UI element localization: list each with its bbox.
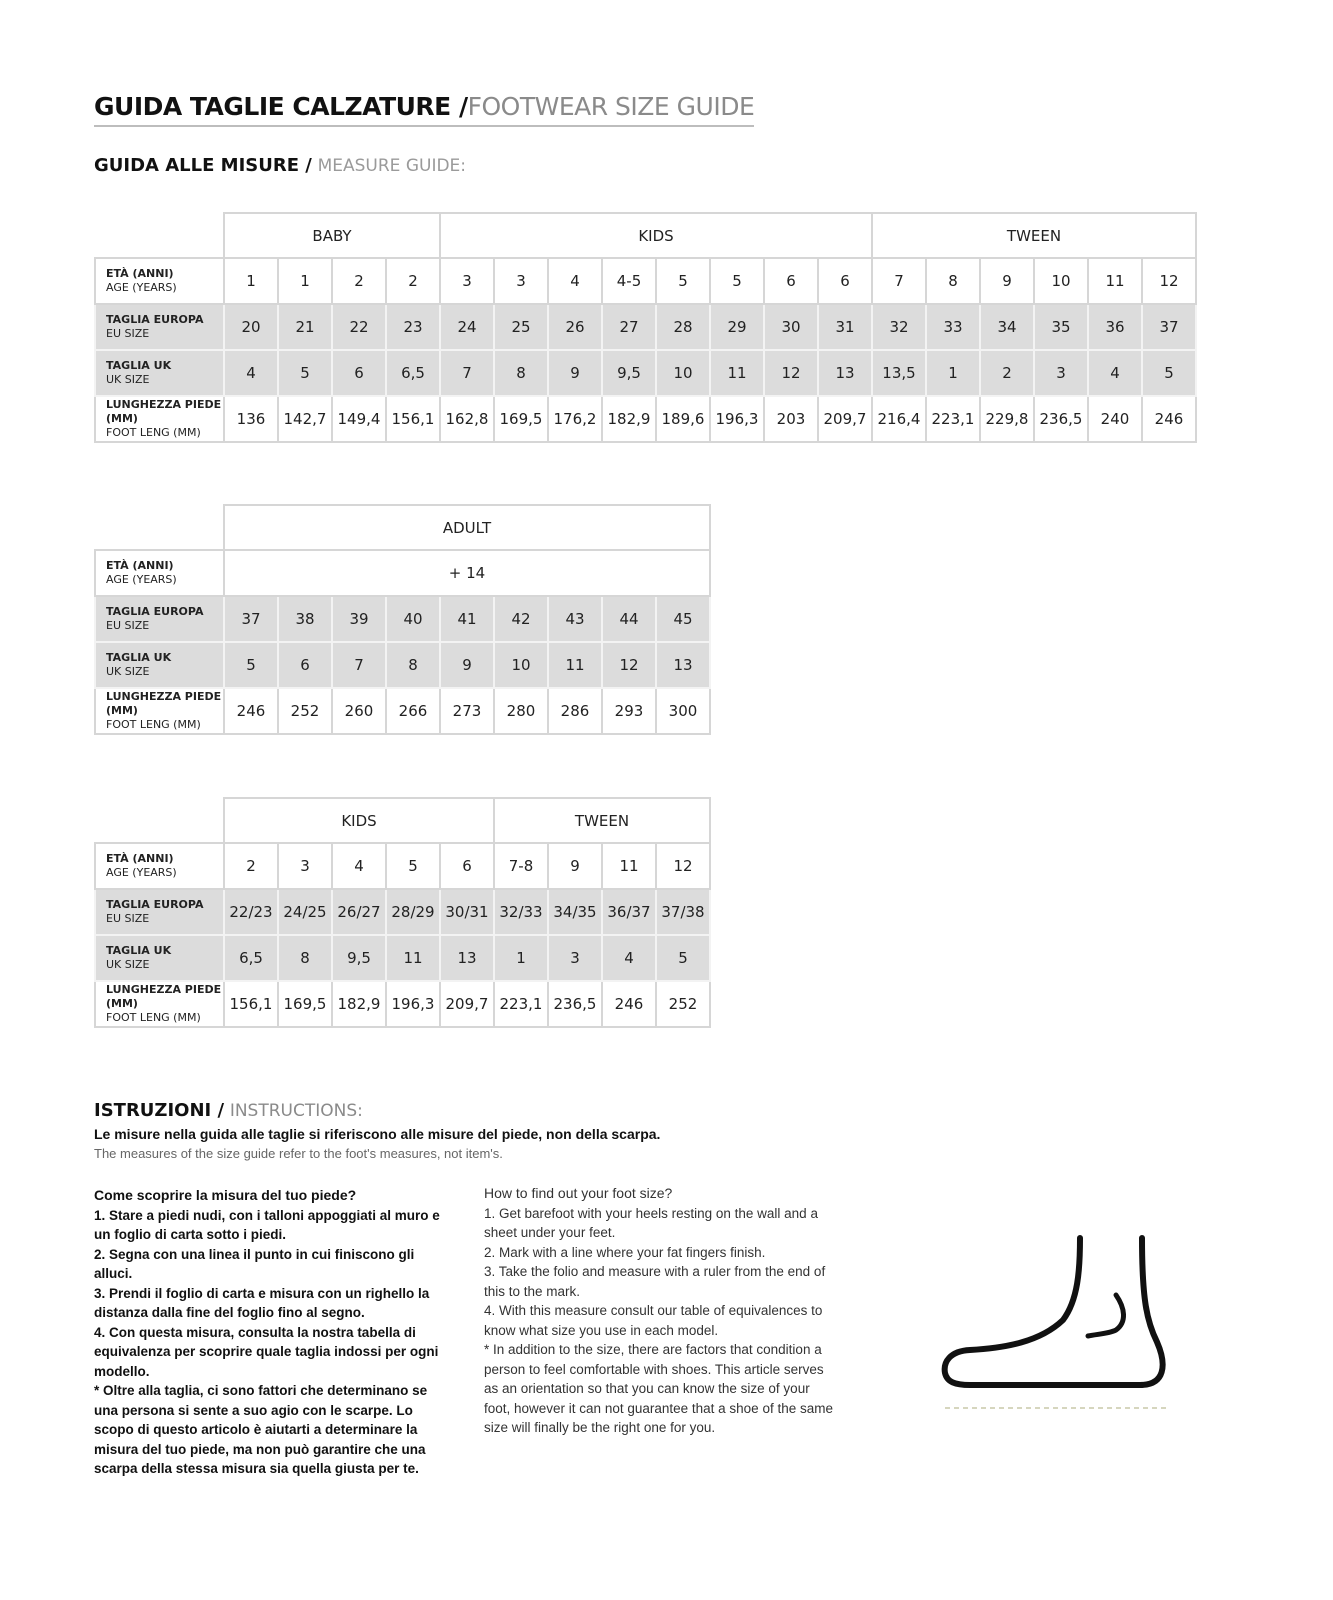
ankle-bone-line	[1088, 1295, 1124, 1336]
table-row-foot	[95, 396, 1196, 442]
table-cell: 280	[494, 688, 548, 734]
row-label-it: LUNGHEZZA PIEDE (MM)	[106, 398, 222, 425]
table-cell: 12	[1142, 258, 1196, 304]
table-cell: 7	[440, 350, 494, 396]
table-cell: 43	[548, 596, 602, 642]
table-cell: 236,5	[1034, 396, 1088, 442]
table-cell: 12	[764, 350, 818, 396]
instructions-heading: ISTRUZIONI / INSTRUCTIONS:	[94, 1100, 363, 1121]
table-cell: 41	[440, 596, 494, 642]
table-cell: 25	[494, 304, 548, 350]
size-table-adult	[94, 504, 711, 735]
table-cell: 22/23	[224, 889, 278, 935]
instruction-line: Come scoprire la misura del tuo piede?	[94, 1187, 357, 1203]
row-label-it: LUNGHEZZA PIEDE (MM)	[106, 690, 222, 717]
row-label-en: AGE (YEARS)	[106, 281, 177, 294]
row-label-it: ETÀ (ANNI)	[106, 559, 174, 572]
table-cell: 11	[548, 642, 602, 688]
instruction-line: 1. Get barefoot with your heels resting on the wall and a sheet under your feet.	[484, 1205, 818, 1240]
table-cell: 156,1	[224, 981, 278, 1027]
table-cell: 203	[764, 396, 818, 442]
table-cell: 37	[224, 596, 278, 642]
table-cell: 32	[872, 304, 926, 350]
foot-outline	[945, 1238, 1163, 1385]
table-cell: 246	[1142, 396, 1196, 442]
row-label-it: TAGLIA EUROPA	[106, 313, 204, 326]
table-row-foot	[95, 981, 710, 1027]
table-cell: 12	[656, 843, 710, 889]
table-cell: 45	[656, 596, 710, 642]
table-cell: 8	[494, 350, 548, 396]
table-cell: 40	[386, 596, 440, 642]
table-cell: 9,5	[602, 350, 656, 396]
row-label-it: TAGLIA EUROPA	[106, 605, 204, 618]
table-cell: 35	[1034, 304, 1088, 350]
table-cell: 182,9	[332, 981, 386, 1027]
row-label-en: EU SIZE	[106, 912, 150, 925]
table-cell: 32/33	[494, 889, 548, 935]
table-cell: 6	[440, 843, 494, 889]
table-cell: 209,7	[440, 981, 494, 1027]
table-cell: 246	[602, 981, 656, 1027]
table-cell: 1	[926, 350, 980, 396]
table-cell: 3	[1034, 350, 1088, 396]
table-cell: 37/38	[656, 889, 710, 935]
table-cell: 3	[548, 935, 602, 981]
row-label-age	[95, 550, 224, 596]
table-cell: + 14	[224, 550, 710, 596]
table-cell: 8	[278, 935, 332, 981]
row-label-foot	[95, 981, 224, 1027]
table-cell: 293	[602, 688, 656, 734]
table-cell: 1	[278, 258, 332, 304]
table-cell: 5	[224, 642, 278, 688]
table-cell: 6	[818, 258, 872, 304]
table-cell: 189,6	[656, 396, 710, 442]
table-cell: 9	[440, 642, 494, 688]
table-cell: 229,8	[980, 396, 1034, 442]
table-cell: 9	[548, 843, 602, 889]
table-row-age	[95, 258, 1196, 304]
table-cell: 11	[386, 935, 440, 981]
table-cell: 300	[656, 688, 710, 734]
row-label-eu	[95, 596, 224, 642]
table-cell: 11	[1088, 258, 1142, 304]
table-cell: 169,5	[278, 981, 332, 1027]
table-cell: 9,5	[332, 935, 386, 981]
table-cell: 216,4	[872, 396, 926, 442]
table-cell: 1	[494, 935, 548, 981]
page-title: GUIDA TAGLIE CALZATURE /FOOTWEAR SIZE GUIDE	[94, 92, 754, 127]
row-label-uk	[95, 350, 224, 396]
instruction-line: 3. Prendi il foglio di carta e misura con un righello la distanza dalla fine del foglio fino al segno.	[94, 1285, 430, 1320]
table-cell: 7	[332, 642, 386, 688]
table-cell: 13	[440, 935, 494, 981]
instruction-line: 4. With this measure consult our table of equivalences to know what size you use in each model.	[484, 1303, 823, 1338]
table-row-foot	[95, 688, 710, 734]
table-cell: 26/27	[332, 889, 386, 935]
table-cell: 223,1	[926, 396, 980, 442]
instruction-line: 2. Segna con una linea il punto in cui finiscono gli alluci.	[94, 1246, 415, 1281]
table-cell: 252	[278, 688, 332, 734]
table-cell: 5	[1142, 350, 1196, 396]
row-label-it: TAGLIA UK	[106, 359, 172, 372]
table-cell: 260	[332, 688, 386, 734]
instruction-line: 2. Mark with a line where your fat fingers finish.	[484, 1244, 766, 1260]
table-cell: 2	[980, 350, 1034, 396]
table-cell: 30	[764, 304, 818, 350]
table-cell: 286	[548, 688, 602, 734]
row-label-it: ETÀ (ANNI)	[106, 267, 174, 280]
instructions-intro-en: The measures of the size guide refer to the foot's measures, not item's.	[94, 1146, 503, 1161]
row-label-it: TAGLIA UK	[106, 651, 172, 664]
table-cell: 3	[494, 258, 548, 304]
row-label-eu	[95, 889, 224, 935]
measure-guide-heading: GUIDA ALLE MISURE / MEASURE GUIDE:	[94, 155, 467, 176]
table-cell: 156,1	[386, 396, 440, 442]
instruction-line: * In addition to the size, there are factors that condition a person to feel comfortable with shoes. This article serves as an orientation so that you can know the size of your foot, however it can not guarantee that a shoe of the same size will finally be the right one for you.	[484, 1342, 833, 1435]
table-cell: 5	[278, 350, 332, 396]
table-cell: 36	[1088, 304, 1142, 350]
table-cell: 136	[224, 396, 278, 442]
instructions-italian	[94, 1186, 454, 1479]
table-cell: 2	[224, 843, 278, 889]
table-cell: 22	[332, 304, 386, 350]
table-cell: 5	[656, 935, 710, 981]
table-row-uk	[95, 350, 1196, 396]
table-cell: 236,5	[548, 981, 602, 1027]
table-cell: 34	[980, 304, 1034, 350]
table-cell: 4	[548, 258, 602, 304]
table-cell: 10	[494, 642, 548, 688]
table-cell: 6,5	[224, 935, 278, 981]
table-cell: 6	[764, 258, 818, 304]
table-cell: 6	[278, 642, 332, 688]
row-label-en: UK SIZE	[106, 958, 150, 971]
table-cell: 39	[332, 596, 386, 642]
row-label-foot	[95, 396, 224, 442]
table-cell: 252	[656, 981, 710, 1027]
row-label-age	[95, 843, 224, 889]
table-cell: 169,5	[494, 396, 548, 442]
table-cell: 5	[710, 258, 764, 304]
row-label-en: FOOT LENG (MM)	[106, 1011, 201, 1024]
table-cell: 13	[656, 642, 710, 688]
table-cell: 6,5	[386, 350, 440, 396]
table-cell: 24	[440, 304, 494, 350]
table-cell: 7-8	[494, 843, 548, 889]
group-header: TWEEN	[872, 213, 1196, 258]
row-label-age	[95, 258, 224, 304]
table-cell: 149,4	[332, 396, 386, 442]
row-label-it: TAGLIA EUROPA	[106, 898, 204, 911]
table-cell: 196,3	[710, 396, 764, 442]
table-row-age	[95, 843, 710, 889]
row-label-uk	[95, 642, 224, 688]
table-cell: 142,7	[278, 396, 332, 442]
group-header: TWEEN	[494, 798, 710, 843]
table-cell: 20	[224, 304, 278, 350]
table-row-eu	[95, 889, 710, 935]
table-cell: 6	[332, 350, 386, 396]
table-cell: 30/31	[440, 889, 494, 935]
row-label-en: UK SIZE	[106, 665, 150, 678]
row-label-en: EU SIZE	[106, 619, 150, 632]
table-cell: 13,5	[872, 350, 926, 396]
table-cell: 4	[1088, 350, 1142, 396]
table-row-eu	[95, 304, 1196, 350]
row-label-en: FOOT LENG (MM)	[106, 426, 201, 439]
row-label-it: LUNGHEZZA PIEDE (MM)	[106, 983, 222, 1010]
table-cell: 4	[224, 350, 278, 396]
size-table-kids-tween-double	[94, 797, 711, 1028]
table-cell: 246	[224, 688, 278, 734]
table-cell: 23	[386, 304, 440, 350]
table-cell: 5	[656, 258, 710, 304]
instruction-line: 1. Stare a piedi nudi, con i talloni appoggiati al muro e un foglio di carta sotto i piedi.	[94, 1207, 440, 1242]
table-cell: 3	[278, 843, 332, 889]
table-cell: 27	[602, 304, 656, 350]
table-cell: 10	[656, 350, 710, 396]
table-cell: 11	[602, 843, 656, 889]
table-cell: 13	[818, 350, 872, 396]
table-cell: 176,2	[548, 396, 602, 442]
table-cell: 240	[1088, 396, 1142, 442]
table-cell: 9	[980, 258, 1034, 304]
table-cell: 34/35	[548, 889, 602, 935]
table-cell: 28/29	[386, 889, 440, 935]
row-label-uk	[95, 935, 224, 981]
table-row-age	[95, 550, 710, 596]
table-cell: 182,9	[602, 396, 656, 442]
instruction-line: * Oltre alla taglia, ci sono fattori che determinano se una persona si sente a suo agio con le scarpe. Lo scopo di questo articolo è aiutarti a determinare la misura del tuo piede, ma non può garantire che una scarpa della stessa misura sia quella giusta per te.	[94, 1383, 428, 1476]
instruction-line: How to find out your foot size?	[484, 1185, 673, 1201]
table-cell: 8	[386, 642, 440, 688]
instruction-line: 3. Take the folio and measure with a ruler from the end of this to the mark.	[484, 1264, 826, 1299]
row-label-en: UK SIZE	[106, 373, 150, 386]
foot-icon	[935, 1230, 1175, 1415]
group-header: BABY	[224, 213, 440, 258]
table-cell: 4-5	[602, 258, 656, 304]
row-label-en: EU SIZE	[106, 327, 150, 340]
table-cell: 29	[710, 304, 764, 350]
table-cell: 36/37	[602, 889, 656, 935]
table-cell: 7	[872, 258, 926, 304]
table-cell: 12	[602, 642, 656, 688]
table-cell: 24/25	[278, 889, 332, 935]
group-header: KIDS	[440, 213, 872, 258]
table-cell: 2	[386, 258, 440, 304]
table-cell: 9	[548, 350, 602, 396]
instruction-line: 4. Con questa misura, consulta la nostra tabella di equivalenza per scoprire quale taglia indossi per ogni modello.	[94, 1324, 439, 1379]
table-cell: 223,1	[494, 981, 548, 1027]
group-header: ADULT	[224, 505, 710, 550]
table-cell: 3	[440, 258, 494, 304]
table-cell: 8	[926, 258, 980, 304]
row-label-en: FOOT LENG (MM)	[106, 718, 201, 731]
table-cell: 10	[1034, 258, 1088, 304]
table-cell: 33	[926, 304, 980, 350]
table-cell: 196,3	[386, 981, 440, 1027]
row-label-en: AGE (YEARS)	[106, 573, 177, 586]
table-cell: 2	[332, 258, 386, 304]
table-cell: 4	[332, 843, 386, 889]
table-row-uk	[95, 642, 710, 688]
table-cell: 38	[278, 596, 332, 642]
table-cell: 42	[494, 596, 548, 642]
row-label-it: TAGLIA UK	[106, 944, 172, 957]
table-cell: 44	[602, 596, 656, 642]
table-cell: 5	[386, 843, 440, 889]
table-cell: 31	[818, 304, 872, 350]
table-cell: 21	[278, 304, 332, 350]
table-cell: 26	[548, 304, 602, 350]
group-header: KIDS	[224, 798, 494, 843]
instructions-intro-it: Le misure nella guida alle taglie si riferiscono alle misure del piede, non della scarpa.	[94, 1126, 661, 1142]
table-cell: 11	[710, 350, 764, 396]
table-cell: 162,8	[440, 396, 494, 442]
table-row-eu	[95, 596, 710, 642]
table-row-uk	[95, 935, 710, 981]
row-label-foot	[95, 688, 224, 734]
table-cell: 266	[386, 688, 440, 734]
table-cell: 4	[602, 935, 656, 981]
table-cell: 273	[440, 688, 494, 734]
row-label-it: ETÀ (ANNI)	[106, 852, 174, 865]
table-cell: 28	[656, 304, 710, 350]
row-label-en: AGE (YEARS)	[106, 866, 177, 879]
table-cell: 37	[1142, 304, 1196, 350]
size-table-baby-kids-tween	[94, 212, 1197, 443]
row-label-eu	[95, 304, 224, 350]
instructions-english	[484, 1184, 834, 1438]
table-cell: 1	[224, 258, 278, 304]
table-cell: 209,7	[818, 396, 872, 442]
